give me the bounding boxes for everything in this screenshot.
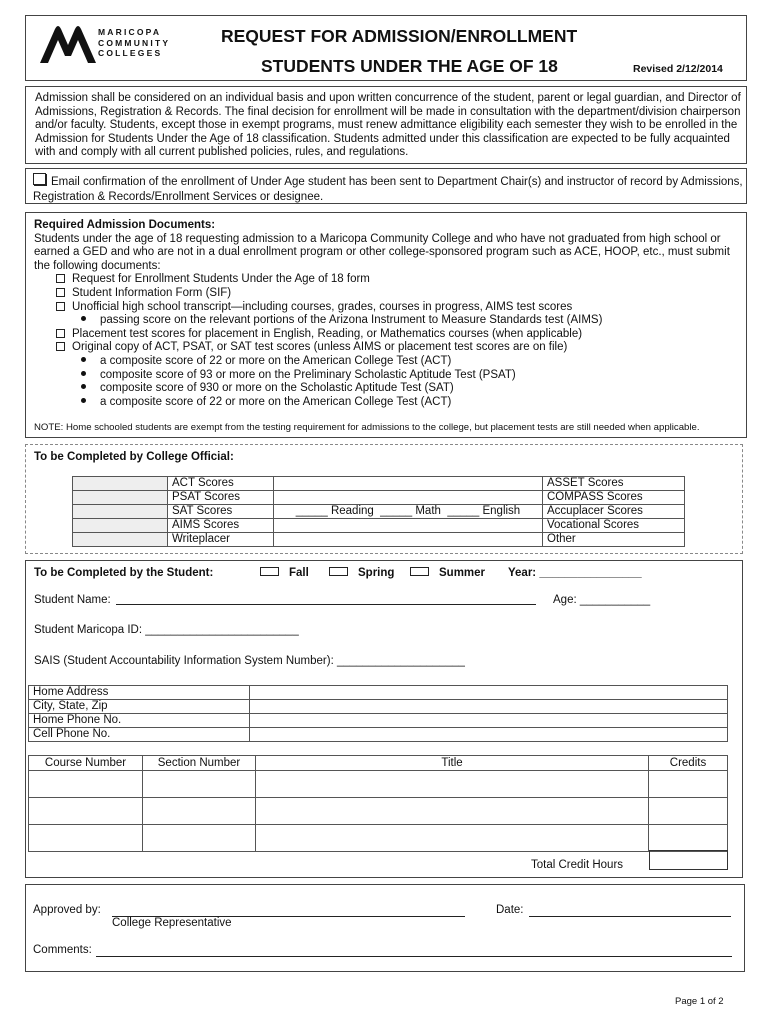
subscores-entry[interactable]: _____ Reading _____ Math _____ English <box>274 505 543 519</box>
score-label: PSAT Scores <box>168 491 274 505</box>
score-label: Accuplacer Scores <box>543 505 685 519</box>
bullet-icon <box>81 316 86 321</box>
bullet-icon <box>81 384 86 389</box>
term-checkbox[interactable] <box>260 567 279 576</box>
score-label: AIMS Scores <box>168 519 274 533</box>
course-header: Section Number <box>143 756 256 771</box>
approved-by-field[interactable] <box>112 906 465 917</box>
address-label: Home Address <box>29 686 250 700</box>
bullet-icon <box>81 357 86 362</box>
address-label: City, State, Zip <box>29 700 250 714</box>
doc-bullet-item: passing score on the relevant portions of the Arizona Instrument to Measure Standards test (AIMS) <box>34 314 730 328</box>
doc-bullet-item: a composite score of 22 or more on the American College Test (ACT) <box>34 396 730 410</box>
intro-text <box>35 92 741 160</box>
page-number: Page 1 of 2 <box>675 996 724 1007</box>
required-docs-intro: the following documents: <box>34 259 161 272</box>
score-label: ASSET Scores <box>543 477 685 491</box>
intro-line: Admissions, Registration & Records. The final decision for enrollment will be made in consultation with the department/division chairperson <box>35 105 741 118</box>
course-header: Title <box>256 756 649 771</box>
score-label: SAT Scores <box>168 505 274 519</box>
score-label: ACT Scores <box>168 477 274 491</box>
intro-line: Admission shall be considered on an individual basis and upon written concurrence of the student, parent or legal guardian, and Director of <box>35 92 741 104</box>
course-table <box>28 755 728 852</box>
comments-label: Comments: <box>33 944 92 956</box>
term-fall[interactable]: Fall <box>260 567 309 579</box>
form-subtitle: STUDENTS UNDER THE AGE OF 18 <box>261 56 558 76</box>
term-checkbox[interactable] <box>329 567 348 576</box>
logo-line: MARICOPA <box>98 27 162 37</box>
doc-checklist-item: Unofficial high school transcript—including courses, grades, courses in progress, AIMS test scores <box>34 301 730 315</box>
doc-bullet-item: composite score of 930 or more on the Scholastic Aptitude Test (SAT) <box>34 382 730 396</box>
doc-checklist-item: Student Information Form (SIF) <box>34 287 730 301</box>
logo-text <box>98 27 170 59</box>
course-row <box>29 771 728 798</box>
bullet-icon <box>81 398 86 403</box>
score-label: Vocational Scores <box>543 519 685 533</box>
score-label: Other <box>543 533 685 547</box>
doc-bullet-item: composite score of 93 or more on the Preliminary Scholastic Aptitude Test (PSAT) <box>34 369 730 383</box>
doc-bullet-item: a composite score of 22 or more on the American College Test (ACT) <box>34 355 730 369</box>
score-label: Writeplacer <box>168 533 274 547</box>
required-docs-heading: Required Admission Documents: <box>34 219 216 231</box>
maricopa-id-field[interactable]: Student Maricopa ID: ________________________ <box>34 624 299 636</box>
required-docs-text <box>34 219 730 409</box>
course-row <box>29 798 728 825</box>
student-heading: To be Completed by the Student: <box>34 567 214 579</box>
intro-line: and/or faculty. Students, except those in exempt programs, must renew admittance eligibility each semester they wish to be enrolled in the <box>35 119 738 132</box>
maricopa-logo-icon <box>38 23 98 65</box>
bullet-icon <box>81 371 86 376</box>
approval-box <box>25 884 745 972</box>
email-confirm-line2: Registration & Records/Enrollment Services or designee. <box>33 191 324 203</box>
address-entry[interactable] <box>250 714 728 728</box>
official-box <box>25 444 743 554</box>
term-checkbox[interactable] <box>410 567 429 576</box>
college-rep-label: College Representative <box>112 917 232 929</box>
term-spring[interactable]: Spring <box>329 567 394 579</box>
address-label: Cell Phone No. <box>29 728 250 742</box>
revised-date: Revised 2/12/2014 <box>633 63 723 75</box>
email-confirm-line1: Email confirmation of the enrollment of Under Age student has been sent to Department Chair(s) and instructor of record by Admissions, <box>51 176 743 188</box>
approved-by-label: Approved by: <box>33 904 101 916</box>
age-field[interactable]: Age: ___________ <box>553 594 651 606</box>
required-docs-box <box>25 212 747 438</box>
total-credit-label: Total Credit Hours <box>531 859 624 871</box>
course-header: Credits <box>649 756 728 771</box>
address-entry[interactable] <box>250 700 728 714</box>
required-docs-intro: Students under the age of 18 requesting admission to a Maricopa Community College and who have not graduated from high school or <box>34 232 721 245</box>
doc-checkbox[interactable] <box>56 288 65 297</box>
doc-checkbox[interactable] <box>56 342 65 351</box>
email-confirm-checkbox[interactable] <box>33 173 46 185</box>
score-entry[interactable] <box>274 533 543 547</box>
doc-checkbox[interactable] <box>56 329 65 338</box>
doc-checklist-item: Original copy of ACT, PSAT, or SAT test scores (unless AIMS or placement test scores are on file) <box>34 341 730 355</box>
logo-line: COLLEGES <box>98 48 163 58</box>
score-entry[interactable] <box>274 519 543 533</box>
score-label: COMPASS Scores <box>543 491 685 505</box>
homeschool-note: NOTE: Home schooled students are exempt from the testing requirement for admissions to the college, but placement tests are still needed when applicable. <box>34 422 700 433</box>
student-name-label: Student Name: <box>34 594 111 606</box>
date-label: Date: <box>496 904 524 916</box>
address-entry[interactable] <box>250 728 728 742</box>
student-name-field[interactable] <box>116 594 536 605</box>
address-entry[interactable] <box>250 686 728 700</box>
total-credit-field[interactable] <box>649 850 728 870</box>
doc-checklist-item: Request for Enrollment Students Under the Age of 18 form <box>34 273 730 287</box>
required-docs-intro: earned a GED and who are not in a dual enrollment program or other college-sponsored program such as ACE, HOOP, etc., must submit <box>34 246 730 259</box>
logo-line: COMMUNITY <box>98 37 171 48</box>
year-field[interactable]: Year: ________________ <box>508 567 642 579</box>
address-label: Home Phone No. <box>29 714 250 728</box>
student-box <box>25 560 743 878</box>
date-field[interactable] <box>529 906 731 917</box>
intro-line: Admission for Students Under the Age of 18 classification. Students admitted under this classification are expected to be fully acquainted <box>35 132 730 145</box>
score-entry[interactable] <box>274 491 543 505</box>
doc-checkbox[interactable] <box>56 274 65 283</box>
course-header: Course Number <box>29 756 143 771</box>
doc-checklist-item: Placement test scores for placement in English, Reading, or Mathematics courses (when applicable) <box>34 328 730 342</box>
form-title: REQUEST FOR ADMISSION/ENROLLMENT <box>221 26 578 46</box>
score-entry[interactable] <box>274 477 543 491</box>
course-row <box>29 825 728 852</box>
intro-line: with and comply with all current published policies, rules, and regulations. <box>35 146 409 159</box>
email-confirm-box <box>25 168 747 204</box>
term-summer[interactable]: Summer <box>410 567 485 579</box>
sais-field[interactable]: SAIS (Student Accountability Information System Number): ____________________ <box>34 655 465 667</box>
intro-box <box>25 86 747 164</box>
header-box <box>25 15 747 81</box>
official-scores-table <box>72 476 685 547</box>
official-heading: To be Completed by College Official: <box>34 451 234 463</box>
comments-field[interactable] <box>96 946 732 957</box>
doc-checkbox[interactable] <box>56 302 65 311</box>
address-table <box>28 685 728 742</box>
